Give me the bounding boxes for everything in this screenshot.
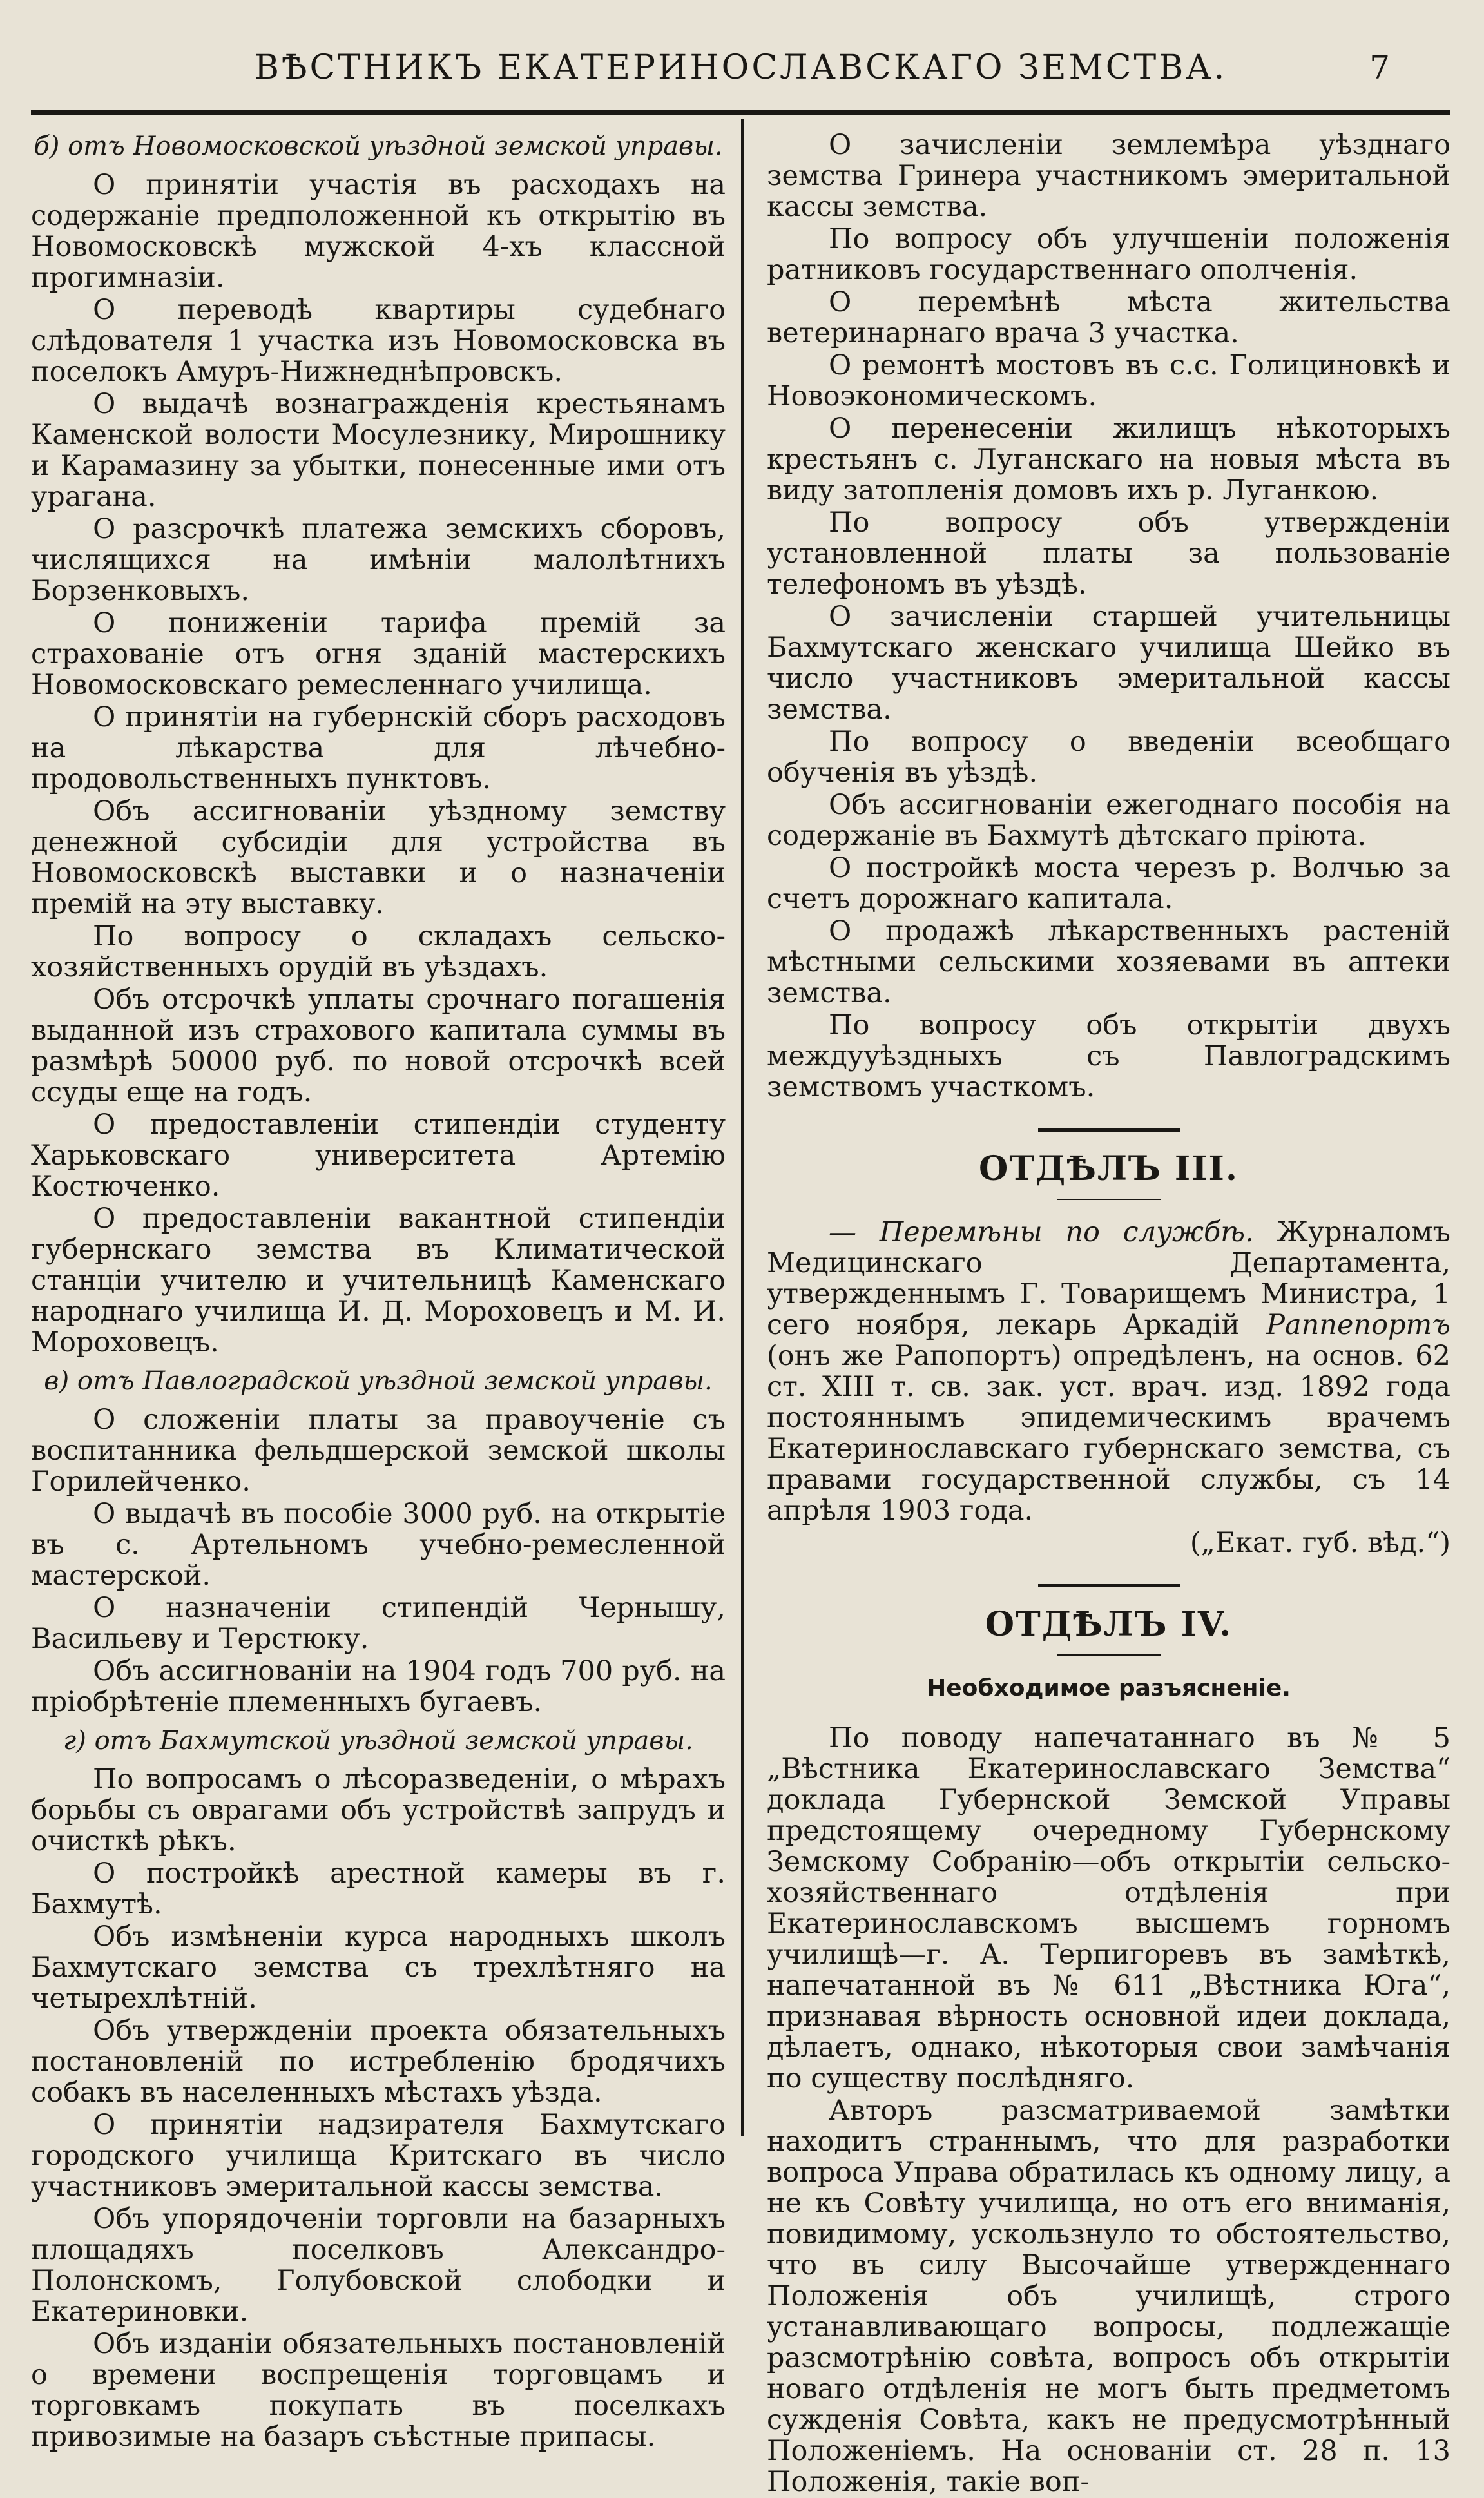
section-divider-2 <box>1038 1584 1180 1587</box>
section-3-title: ОТДѢЛЪ III. <box>979 1149 1238 1188</box>
paragraph: Объ ассигнованіи ежегоднаго пособія на содержаніе въ Бахмутѣ дѣтскаго пріюта. <box>767 789 1450 852</box>
paragraph: О выдачѣ вознагражденія крестьянамъ Каменской волости Мосулезнику, Мирошнику и Карамазину за убытки, понесенные ими отъ урагана. <box>31 388 726 513</box>
paragraph: О принятіи надзирателя Бахмутскаго городского училища Критскаго въ число участниковъ эмеритальной кассы земства. <box>31 2109 726 2203</box>
personnel-changes-notice <box>767 1217 1450 1526</box>
novomoskovsk-list <box>31 169 726 1358</box>
paragraph: По вопросамъ о лѣсоразведеніи, о мѣрахъ борьбы съ оврагами объ устройствѣ запрудъ и очисткѣ рѣкъ. <box>31 1763 726 1857</box>
bakhmut-list <box>31 1764 726 2452</box>
paragraph: По вопросу объ утвержденіи установленной платы за пользованіе телефономъ въ уѣздѣ. <box>767 507 1450 601</box>
notice-title: Необходимое разъясненіе. <box>927 1675 1291 1701</box>
paragraph: Объ утвержденіи проекта обязательныхъ постановленій по истребленію бродячихъ собакъ въ населенныхъ мѣстахъ уѣзда. <box>31 2015 726 2109</box>
personnel-changes-lead: — Перемѣны по службѣ. <box>829 1216 1254 1248</box>
paragraph: Авторъ разсматриваемой замѣтки находитъ страннымъ, что для разработки вопроса Управа обратилась къ одному лицу, а не къ Совѣту училища, но отъ его вниманія, повидимому, ускользнуло то обстоятельство, что въ силу Высочайше утвержденнаго Положенія объ училищѣ, строго устанавливающаго вопросы, подлежащіе разсмотрѣнію совѣта, вопросъ объ открытіи новаго отдѣленія не могъ быть предметомъ сужденія Совѣта, какъ не предусмотрѣнный Положеніемъ. На основаніи ст. 28 п. 13 Положенія, такіе воп- <box>767 2095 1450 2498</box>
paragraph: По вопросу объ улучшеніи положенія ратниковъ государственнаго ополченія. <box>767 223 1450 286</box>
paragraph: Объ упорядоченіи торговли на базарныхъ площадяхъ поселковъ Александро-Полонскомъ, Голубовской слободки и Екатериновки. <box>31 2203 726 2328</box>
paragraph: По вопросу о складахъ сельско-хозяйственныхъ орудій въ уѣздахъ. <box>31 920 726 983</box>
paragraph: О ремонтѣ мостовъ въ с.с. Голициновкѣ и Новоэкономическомъ. <box>767 349 1450 412</box>
bakhmut-heading: г) отъ Бахмутской уѣздной земской управы. <box>63 1726 693 1756</box>
personnel-changes-body: Журналомъ Медицинскаго Департамента, утвержденнымъ Г. Товарищемъ Министра, 1 сего ноября, лекарь Аркадій <box>767 1216 1450 1341</box>
page-number: 7 <box>1369 49 1392 86</box>
section-4-rule <box>1057 1654 1161 1656</box>
paragraph: О пониженіи тарифа премій за страхованіе отъ огня зданій мастерскихъ Новомосковскаго ремесленнаго училища. <box>31 607 726 701</box>
paragraph: О выдачѣ въ пособіе 3000 руб. на открытіе въ с. Артельномъ учебно-ремесленной мастерской. <box>31 1498 726 1592</box>
paragraph: Объ изданіи обязательныхъ постановленій о времени воспрещенія торговцамъ и торговкамъ покупать въ поселкахъ привозимые на базаръ съѣстные припасы. <box>31 2328 726 2453</box>
paragraph: О принятіи на губернскій сборъ расходовъ на лѣкарства для лѣчебно-продовольственныхъ пунктовъ. <box>31 701 726 795</box>
paragraph: О продажѣ лѣкарственныхъ растеній мѣстными сельскими хозяевами въ аптеки земства. <box>767 915 1450 1009</box>
novomoskovsk-heading: б) отъ Новомосковской уѣздной земской управы. <box>34 131 723 161</box>
paragraph: О предоставленіи стипендіи студенту Харьковскаго университета Артемію Костюченко. <box>31 1109 726 1203</box>
paragraph: Объ отсрочкѣ уплаты срочнаго погашенія выданной изъ страхового капитала суммы въ размѣрѣ 50000 руб. по новой отсрочкѣ всей ссуды еще на годъ. <box>31 983 726 1109</box>
paragraph: О зачисленіи старшей учительницы Бахмутскаго женскаго училища Шейко въ число участниковъ эмеритальной кассы земства. <box>767 601 1450 726</box>
paragraph: О назначеніи стипендій Чернышу, Васильеву и Терстюку. <box>31 1592 726 1655</box>
paragraph: О переводѣ квартиры судебнаго слѣдователя 1 участка изъ Новомосковска въ поселокъ Амуръ-Нижнеднѣпровскъ. <box>31 294 726 388</box>
paragraph: О сложеніи платы за правоученіе съ воспитанника фельдшерской земской школы Горилейченко. <box>31 1404 726 1498</box>
right-column <box>744 115 1450 2498</box>
section-divider <box>1038 1128 1180 1132</box>
paragraph: По вопросу объ открытіи двухъ междууѣздныхъ съ Павлоградскимъ земствомъ участкомъ. <box>767 1009 1450 1103</box>
pavlograd-list <box>31 1404 726 1718</box>
section-4-paragraphs <box>767 1723 1450 2497</box>
paragraph: По поводу напечатаннаго въ № 5 „Вѣстника Екатеринославскаго Земства“ доклада Губернской Земской Управы предстоящему очередному Губернскому Земскому Собранію—объ открытіи сельско-хозяйственнаго отдѣленія при Екатеринославскомъ высшемъ горномъ училищѣ—г. А. Терпигоревъ въ замѣткѣ, напечатанной въ № 611 „Вѣстника Юга“, признавая вѣрность основной идеи доклада, дѣлаетъ, однако, нѣкоторыя свои замѣчанія по существу послѣдняго. <box>767 1722 1450 2095</box>
source-citation: („Екат. губ. вѣд.“) <box>1190 1527 1450 1559</box>
paragraph: О постройкѣ арестной камеры въ г. Бахмутѣ. <box>31 1857 726 1921</box>
paragraph: Объ ассигнованіи на 1904 годъ 700 руб. на пріобрѣтеніе племенныхъ бугаевъ. <box>31 1655 726 1718</box>
page-header <box>31 39 1450 97</box>
paragraph: О принятіи участія въ расходахъ на содержаніе предположенной къ открытію въ Новомосковскѣ мужской 4-хъ классной прогимназіи. <box>31 169 726 294</box>
paragraph: О перемѣнѣ мѣста жительства ветеринарнаго врача 3 участка. <box>767 286 1450 349</box>
paragraph: О перенесеніи жилищъ нѣкоторыхъ крестьянъ с. Луганскаго на новыя мѣста въ виду затопленія домовъ ихъ р. Луганкою. <box>767 412 1450 507</box>
personnel-changes-body-2: (онъ же Рапопортъ) опредѣленъ, на основ. 62 ст. XIII т. св. зак. уст. врач. изд. 1892 года постояннымъ эпидемическимъ врачемъ Екатеринославскаго губернскаго земства, съ правами государственной службы, съ 14 апрѣля 1903 года. <box>767 1340 1450 1527</box>
left-column <box>31 115 741 2453</box>
paragraph: Объ измѣненіи курса народныхъ школъ Бахмутскаго земства съ трехлѣтняго на четырехлѣтній. <box>31 1921 726 2015</box>
paragraph: Объ ассигнованіи уѣздному земству денежной субсидіи для устройства въ Новомосковскѣ выставки и о назначеніи премій на эту выставку. <box>31 795 726 920</box>
paragraph: О разсрочкѣ платежа земскихъ сборовъ, числящихся на имѣніи малолѣтнихъ Борзенковыхъ. <box>31 513 726 607</box>
paragraph: О зачисленіи землемѣра уѣзднаго земства Гринера участникомъ эмеритальной кассы земства. <box>767 129 1450 223</box>
section-4-title: ОТДѢЛЪ IV. <box>985 1605 1233 1644</box>
paragraph: О постройкѣ моста черезъ р. Волчью за счетъ дорожнаго капитала. <box>767 852 1450 915</box>
doctor-name: Раппепортъ <box>1266 1309 1450 1341</box>
paragraph: По вопросу о введеніи всеобщаго обученія въ уѣздѣ. <box>767 726 1450 789</box>
header-rule <box>31 110 1450 115</box>
two-column-body <box>31 115 1450 2498</box>
running-title: ВѢСТНИКЪ ЕКАТЕРИНОСЛАВСКАГО ЗЕМСТВА. <box>254 48 1228 87</box>
paragraph: О предоставленіи вакантной стипендіи губернскаго земства въ Климатической станціи учителю и учительницѣ Каменскаго народнаго училища И. Д. Мороховецъ и М. И. Мороховецъ. <box>31 1203 726 1359</box>
section-3-rule <box>1057 1199 1161 1200</box>
pavlograd-heading: в) отъ Павлоградской уѣздной земской управы. <box>44 1366 713 1396</box>
bakhmut-list-continued <box>767 130 1450 1103</box>
